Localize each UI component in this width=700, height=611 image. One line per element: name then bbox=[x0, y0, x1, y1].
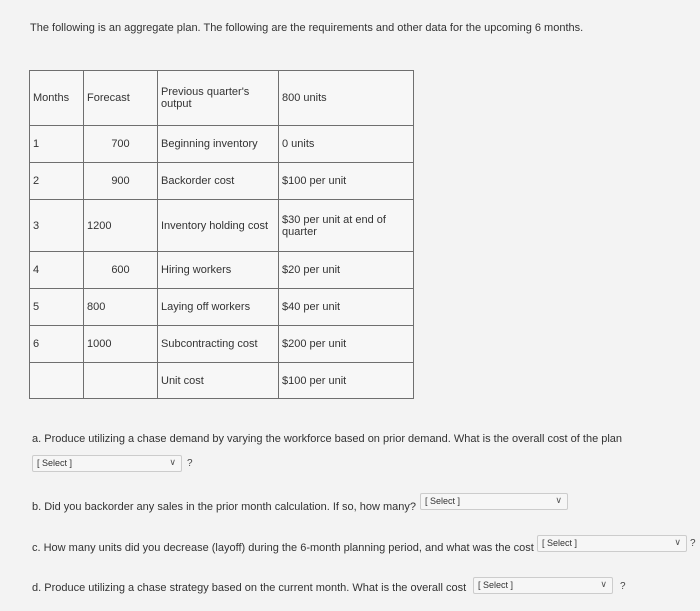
month-cell: 1 bbox=[30, 126, 84, 163]
table-row bbox=[30, 71, 414, 126]
parameter-value: $30 per unit at end of quarter bbox=[279, 200, 414, 252]
month-cell: 4 bbox=[30, 252, 84, 289]
parameter-label: Unit cost bbox=[158, 363, 279, 399]
select-label: [ Select ] bbox=[478, 580, 514, 590]
parameter-label: Backorder cost bbox=[158, 163, 279, 200]
parameter-value: $200 per unit bbox=[279, 326, 414, 363]
parameter-value: $20 per unit bbox=[279, 252, 414, 289]
intro-text: The following is an aggregate plan. The following are the requirements and other data for the upcoming 6 months. bbox=[30, 22, 584, 34]
table-row bbox=[30, 326, 414, 363]
parameter-label: Beginning inventory bbox=[158, 126, 279, 163]
month-cell: 2 bbox=[30, 163, 84, 200]
parameter-label: Subcontracting cost bbox=[158, 326, 279, 363]
table-row bbox=[30, 363, 414, 399]
parameter-value: $40 per unit bbox=[279, 289, 414, 326]
aggregate-plan-table bbox=[29, 70, 414, 399]
table-row bbox=[30, 289, 414, 326]
forecast-cell: 600 bbox=[84, 252, 158, 289]
forecast-cell: 1200 bbox=[84, 200, 158, 252]
help-icon[interactable]: ? bbox=[690, 538, 696, 549]
header-previous-output: Previous quarter's output bbox=[158, 71, 279, 126]
select-question-c[interactable] bbox=[537, 535, 687, 552]
table-row bbox=[30, 126, 414, 163]
parameter-value: $100 per unit bbox=[279, 363, 414, 399]
header-previous-output-value: 800 units bbox=[279, 71, 414, 126]
forecast-cell: 800 bbox=[84, 289, 158, 326]
forecast-cell: 900 bbox=[84, 163, 158, 200]
forecast-cell bbox=[84, 363, 158, 399]
select-question-d[interactable] bbox=[473, 577, 613, 594]
forecast-cell: 700 bbox=[84, 126, 158, 163]
help-icon[interactable]: ? bbox=[187, 458, 193, 469]
chevron-down-icon: ∨ bbox=[600, 579, 607, 589]
header-months: Months bbox=[30, 71, 84, 126]
question-b: b. Did you backorder any sales in the prior month calculation. If so, how many? bbox=[32, 501, 416, 513]
select-label: [ Select ] bbox=[425, 496, 461, 506]
table-row bbox=[30, 163, 414, 200]
month-cell: 3 bbox=[30, 200, 84, 252]
select-label: [ Select ] bbox=[542, 538, 578, 548]
month-cell bbox=[30, 363, 84, 399]
table-row bbox=[30, 200, 414, 252]
parameter-value: $100 per unit bbox=[279, 163, 414, 200]
question-c: c. How many units did you decrease (layoff) during the 6-month planning period, and what was the cost bbox=[32, 542, 534, 554]
parameter-label: Inventory holding cost bbox=[158, 200, 279, 252]
chevron-down-icon: ∨ bbox=[674, 537, 681, 547]
select-question-a[interactable] bbox=[32, 455, 182, 472]
chevron-down-icon: ∨ bbox=[169, 457, 176, 467]
chevron-down-icon: ∨ bbox=[555, 495, 562, 505]
parameter-label: Hiring workers bbox=[158, 252, 279, 289]
parameter-value: 0 units bbox=[279, 126, 414, 163]
parameter-label: Laying off workers bbox=[158, 289, 279, 326]
select-label: [ Select ] bbox=[37, 458, 73, 468]
help-icon[interactable]: ? bbox=[620, 581, 626, 592]
table-row bbox=[30, 252, 414, 289]
header-forecast: Forecast bbox=[84, 71, 158, 126]
month-cell: 6 bbox=[30, 326, 84, 363]
select-question-b[interactable] bbox=[420, 493, 568, 510]
question-d: d. Produce utilizing a chase strategy based on the current month. What is the overall cost bbox=[32, 582, 467, 594]
question-a: a. Produce utilizing a chase demand by varying the workforce based on prior demand. What is the overall cost of the plan bbox=[32, 433, 623, 445]
month-cell: 5 bbox=[30, 289, 84, 326]
forecast-cell: 1000 bbox=[84, 326, 158, 363]
